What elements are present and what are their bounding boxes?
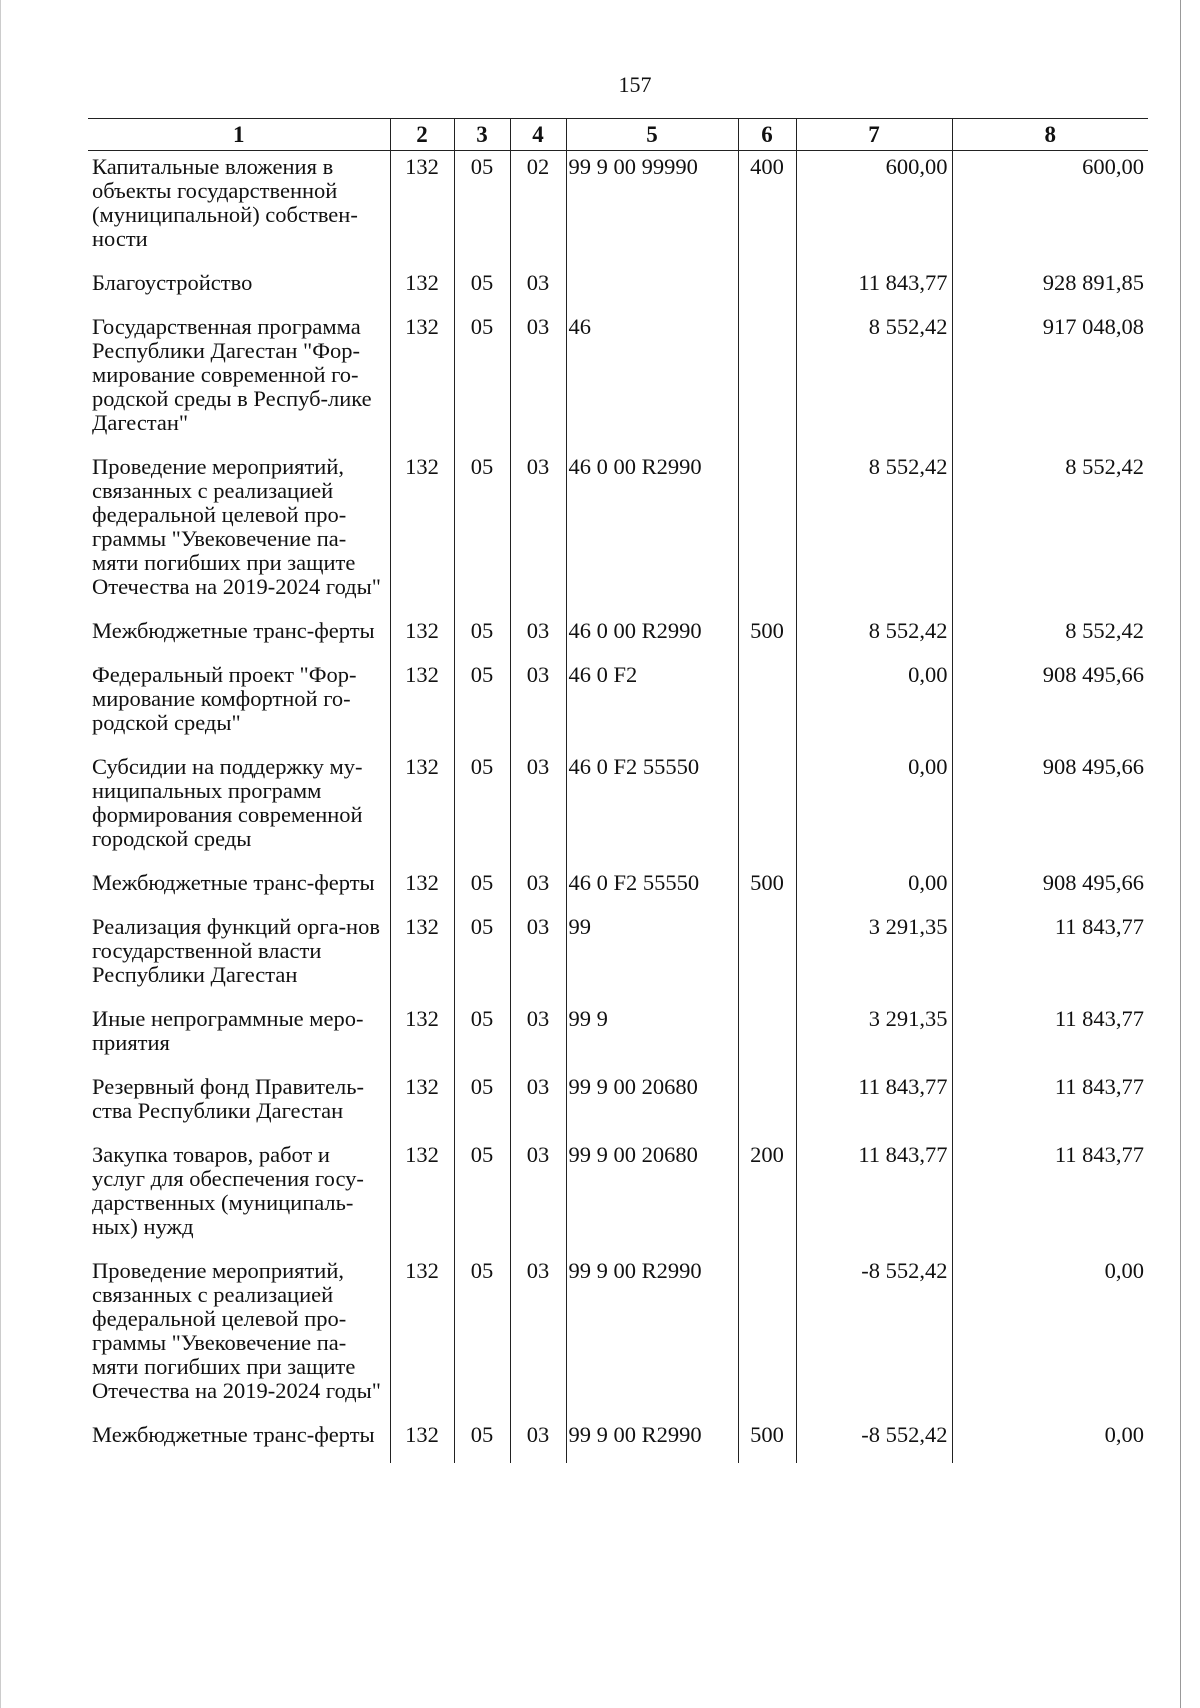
cell-col3: 05 bbox=[454, 615, 510, 659]
budget-table bbox=[88, 118, 1148, 1463]
cell-col2: 132 bbox=[390, 911, 454, 1003]
table-row bbox=[88, 1139, 1148, 1255]
cell-col4: 03 bbox=[510, 267, 566, 311]
column-header: 2 bbox=[390, 119, 454, 151]
scan-edge-right bbox=[1180, 0, 1181, 1708]
row-name-cell: Субсидии на поддержку му-ниципальных программ формирования современной городской среды bbox=[92, 754, 363, 851]
cell-col6 bbox=[738, 911, 796, 1003]
cell-col4: 03 bbox=[510, 311, 566, 451]
cell-code: 46 bbox=[566, 311, 738, 451]
cell-amount-7: -8 552,42 bbox=[796, 1419, 952, 1463]
row-name-cell: Благоустройство bbox=[92, 270, 253, 295]
column-header: 4 bbox=[510, 119, 566, 151]
cell-code: 46 0 00 R2990 bbox=[566, 615, 738, 659]
row-name-cell: Проведение мероприятий, связанных с реализацией федеральной целевой про-граммы "Увековечение па-мяти погибших при защите Отечества на 2019-2024 годы" bbox=[92, 1258, 381, 1403]
cell-amount-8: 0,00 bbox=[952, 1419, 1148, 1463]
table-row bbox=[88, 1255, 1148, 1419]
cell-amount-8: 0,00 bbox=[952, 1255, 1148, 1419]
cell-col2: 132 bbox=[390, 615, 454, 659]
cell-code: 99 9 00 20680 bbox=[566, 1071, 738, 1139]
cell-col4: 03 bbox=[510, 659, 566, 751]
table-row bbox=[88, 911, 1148, 1003]
cell-col2: 132 bbox=[390, 451, 454, 615]
row-name-cell: Закупка товаров, работ и услуг для обеспечения госу-дарственных (муниципаль-ных) нужд bbox=[92, 1142, 364, 1239]
cell-amount-7: 600,00 bbox=[796, 151, 952, 268]
row-name-cell: Межбюджетные транс-ферты bbox=[92, 1422, 375, 1447]
cell-amount-8: 600,00 bbox=[952, 151, 1148, 268]
cell-amount-8: 11 843,77 bbox=[952, 911, 1148, 1003]
column-header: 8 bbox=[952, 119, 1148, 151]
cell-col4: 03 bbox=[510, 911, 566, 1003]
cell-amount-7: 0,00 bbox=[796, 867, 952, 911]
cell-col3: 05 bbox=[454, 751, 510, 867]
cell-amount-8: 928 891,85 bbox=[952, 267, 1148, 311]
cell-col2: 132 bbox=[390, 1139, 454, 1255]
cell-amount-7: 8 552,42 bbox=[796, 615, 952, 659]
cell-col6 bbox=[738, 1071, 796, 1139]
cell-amount-7: 8 552,42 bbox=[796, 451, 952, 615]
cell-amount-8: 11 843,77 bbox=[952, 1071, 1148, 1139]
cell-col2: 132 bbox=[390, 1071, 454, 1139]
table-row bbox=[88, 1419, 1148, 1463]
cell-col2: 132 bbox=[390, 151, 454, 268]
cell-col2: 132 bbox=[390, 311, 454, 451]
cell-col3: 05 bbox=[454, 867, 510, 911]
cell-col2: 132 bbox=[390, 267, 454, 311]
cell-col6: 500 bbox=[738, 615, 796, 659]
cell-code: 46 0 F2 55550 bbox=[566, 751, 738, 867]
cell-code: 99 9 bbox=[566, 1003, 738, 1071]
table-header bbox=[88, 119, 1148, 151]
cell-col3: 05 bbox=[454, 1003, 510, 1071]
cell-col2: 132 bbox=[390, 1419, 454, 1463]
column-header: 1 bbox=[88, 119, 390, 151]
cell-col6 bbox=[738, 659, 796, 751]
cell-col2: 132 bbox=[390, 1003, 454, 1071]
cell-col4: 03 bbox=[510, 867, 566, 911]
cell-amount-8: 917 048,08 bbox=[952, 311, 1148, 451]
cell-amount-8: 8 552,42 bbox=[952, 451, 1148, 615]
row-name-cell: Иные непрограммные меро-приятия bbox=[92, 1006, 364, 1055]
cell-col4: 03 bbox=[510, 1255, 566, 1419]
cell-col4: 03 bbox=[510, 451, 566, 615]
column-header: 5 bbox=[566, 119, 738, 151]
cell-amount-7: 11 843,77 bbox=[796, 267, 952, 311]
scan-edge-left bbox=[0, 0, 1, 1708]
cell-amount-7: 0,00 bbox=[796, 659, 952, 751]
cell-col6: 400 bbox=[738, 151, 796, 268]
cell-code: 99 bbox=[566, 911, 738, 1003]
cell-code: 46 0 F2 bbox=[566, 659, 738, 751]
row-name-cell: Проведение мероприятий, связанных с реализацией федеральной целевой про-граммы "Увековечение па-мяти погибших при защите Отечества на 2019-2024 годы" bbox=[92, 454, 381, 599]
cell-col3: 05 bbox=[454, 911, 510, 1003]
cell-code: 99 9 00 20680 bbox=[566, 1139, 738, 1255]
column-header: 6 bbox=[738, 119, 796, 151]
column-header: 7 bbox=[796, 119, 952, 151]
row-name-cell: Реализация функций орга-нов государственной власти Республики Дагестан bbox=[92, 914, 380, 987]
cell-code: 99 9 00 R2990 bbox=[566, 1255, 738, 1419]
table-row bbox=[88, 1071, 1148, 1139]
cell-code: 46 0 F2 55550 bbox=[566, 867, 738, 911]
table-row bbox=[88, 311, 1148, 451]
row-name-cell: Федеральный проект "Фор-мирование комфортной го-родской среды" bbox=[92, 662, 357, 735]
cell-code: 99 9 00 99990 bbox=[566, 151, 738, 268]
table-row bbox=[88, 867, 1148, 911]
table-row bbox=[88, 451, 1148, 615]
column-header: 3 bbox=[454, 119, 510, 151]
cell-col3: 05 bbox=[454, 1071, 510, 1139]
cell-amount-8: 908 495,66 bbox=[952, 867, 1148, 911]
table-row bbox=[88, 659, 1148, 751]
table-row bbox=[88, 1003, 1148, 1071]
cell-col3: 05 bbox=[454, 267, 510, 311]
cell-amount-7: 11 843,77 bbox=[796, 1071, 952, 1139]
cell-col6: 500 bbox=[738, 867, 796, 911]
cell-col3: 05 bbox=[454, 311, 510, 451]
row-name-cell: Резервный фонд Правитель-ства Республики Дагестан bbox=[92, 1074, 364, 1123]
cell-col2: 132 bbox=[390, 1255, 454, 1419]
table-row bbox=[88, 151, 1148, 268]
row-name-cell: Капитальные вложения в объекты государственной (муниципальной) собствен-ности bbox=[92, 154, 358, 251]
cell-amount-8: 11 843,77 bbox=[952, 1139, 1148, 1255]
cell-amount-7: 8 552,42 bbox=[796, 311, 952, 451]
header-row bbox=[88, 119, 1148, 151]
cell-col4: 03 bbox=[510, 751, 566, 867]
cell-col6: 200 bbox=[738, 1139, 796, 1255]
cell-col2: 132 bbox=[390, 659, 454, 751]
cell-code: 99 9 00 R2990 bbox=[566, 1419, 738, 1463]
cell-col3: 05 bbox=[454, 1255, 510, 1419]
cell-amount-8: 908 495,66 bbox=[952, 751, 1148, 867]
cell-amount-7: 0,00 bbox=[796, 751, 952, 867]
cell-code: 46 0 00 R2990 bbox=[566, 451, 738, 615]
cell-col6 bbox=[738, 1255, 796, 1419]
cell-amount-8: 908 495,66 bbox=[952, 659, 1148, 751]
row-name-cell: Государственная программа Республики Дагестан "Фор-мирование современной го-родской среды в Респуб-лике Дагестан" bbox=[92, 314, 372, 435]
cell-col6: 500 bbox=[738, 1419, 796, 1463]
cell-col4: 03 bbox=[510, 1419, 566, 1463]
cell-amount-8: 11 843,77 bbox=[952, 1003, 1148, 1071]
cell-amount-7: 3 291,35 bbox=[796, 1003, 952, 1071]
table-row bbox=[88, 267, 1148, 311]
cell-amount-7: 11 843,77 bbox=[796, 1139, 952, 1255]
cell-amount-7: 3 291,35 bbox=[796, 911, 952, 1003]
row-name-cell: Межбюджетные транс-ферты bbox=[92, 618, 375, 643]
cell-col4: 03 bbox=[510, 1071, 566, 1139]
cell-col3: 05 bbox=[454, 1419, 510, 1463]
cell-amount-8: 8 552,42 bbox=[952, 615, 1148, 659]
table-body bbox=[88, 151, 1148, 1464]
page-number: 157 bbox=[618, 72, 652, 97]
cell-col6 bbox=[738, 311, 796, 451]
cell-col2: 132 bbox=[390, 867, 454, 911]
table-row bbox=[88, 615, 1148, 659]
cell-amount-7: -8 552,42 bbox=[796, 1255, 952, 1419]
cell-col3: 05 bbox=[454, 151, 510, 268]
cell-col2: 132 bbox=[390, 751, 454, 867]
table-row bbox=[88, 751, 1148, 867]
cell-col3: 05 bbox=[454, 451, 510, 615]
cell-col3: 05 bbox=[454, 659, 510, 751]
cell-col6 bbox=[738, 751, 796, 867]
cell-col6 bbox=[738, 1003, 796, 1071]
cell-col6 bbox=[738, 267, 796, 311]
cell-col4: 03 bbox=[510, 1003, 566, 1071]
cell-col4: 02 bbox=[510, 151, 566, 268]
cell-col4: 03 bbox=[510, 1139, 566, 1255]
row-name-cell: Межбюджетные транс-ферты bbox=[92, 870, 375, 895]
cell-code bbox=[566, 267, 738, 311]
cell-col6 bbox=[738, 451, 796, 615]
cell-col4: 03 bbox=[510, 615, 566, 659]
cell-col3: 05 bbox=[454, 1139, 510, 1255]
